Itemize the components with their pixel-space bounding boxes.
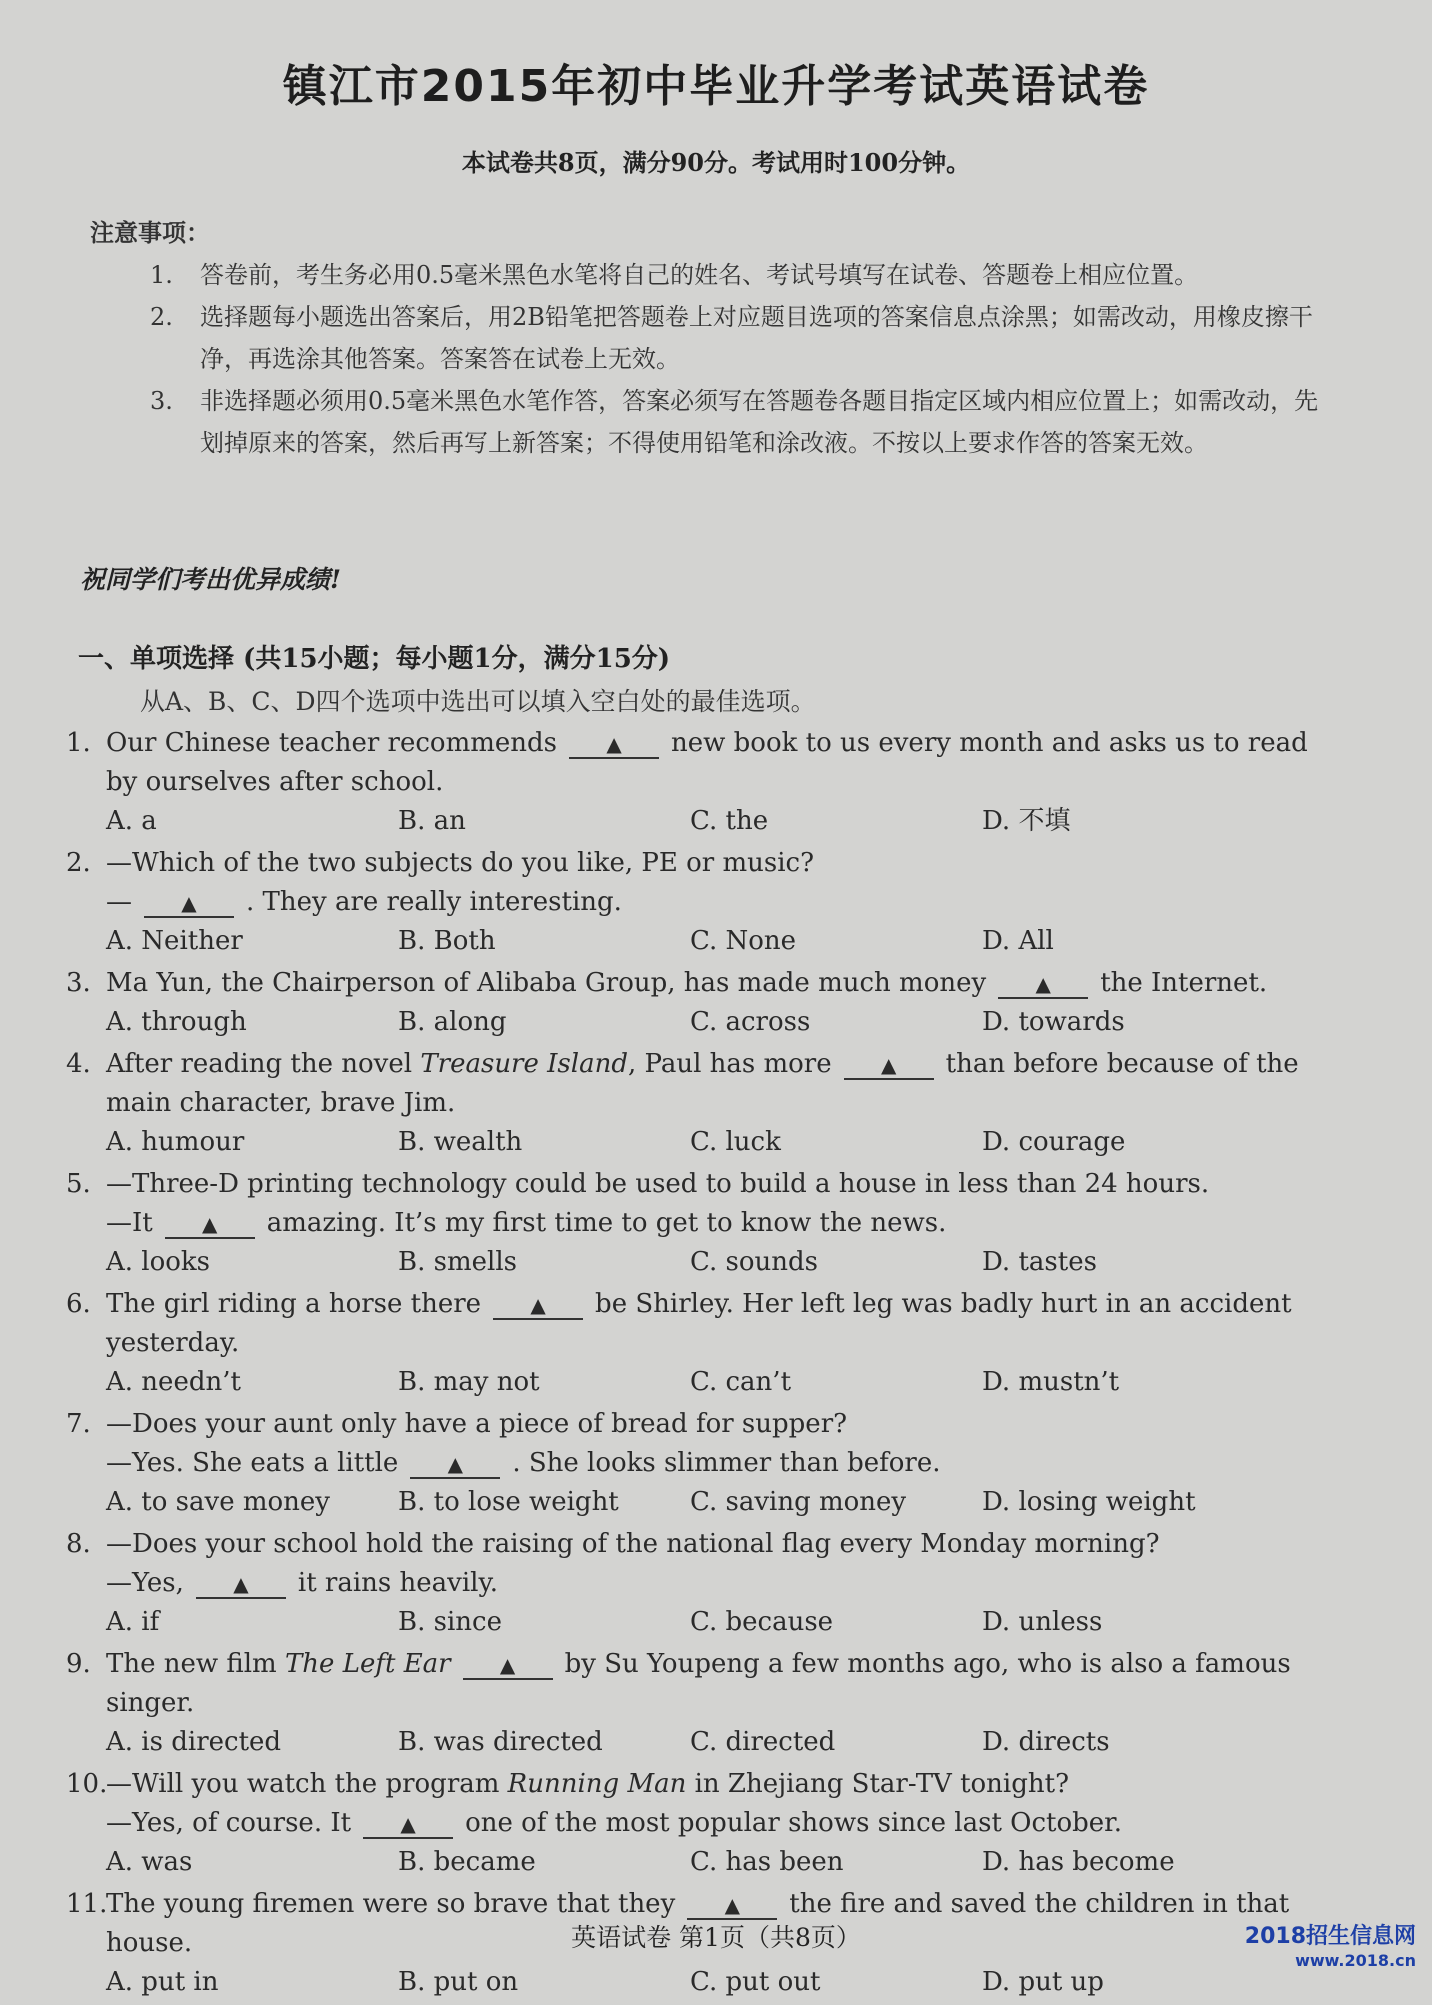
question-text: —It bbox=[106, 1208, 153, 1238]
question-line bbox=[66, 1645, 1326, 1723]
note-text: 选择题每小题选出答案后，用2B铅笔把答题卷上对应题目选项的答案信息点涂黑；如需改动，用橡皮擦干净，再选涂其他答案。答案答在试卷上无效。 bbox=[200, 303, 1313, 373]
question-line bbox=[66, 1405, 1326, 1444]
answer-option[interactable]: B. wealth bbox=[398, 1127, 523, 1157]
section-instruction: 从A、B、C、D四个选项中选出可以填入空白处的最佳选项。 bbox=[140, 687, 816, 716]
question-item bbox=[66, 844, 1326, 960]
question-item bbox=[66, 964, 1326, 1041]
italic-title: Treasure Island bbox=[420, 1049, 628, 1079]
question-text: the fire and saved the children in that house. bbox=[106, 1889, 1290, 1958]
answer-option[interactable]: B. was directed bbox=[398, 1727, 603, 1757]
answer-option[interactable]: A. needn’t bbox=[106, 1367, 241, 1397]
notes-heading: 注意事项： bbox=[90, 218, 210, 247]
answer-option[interactable]: C. across bbox=[690, 1007, 811, 1037]
answer-option[interactable]: A. if bbox=[106, 1607, 160, 1637]
question-number: 9. bbox=[66, 1649, 91, 1679]
question-line bbox=[66, 1804, 1326, 1843]
italic-title: Running Man bbox=[507, 1769, 687, 1799]
answer-option[interactable]: A. through bbox=[106, 1007, 247, 1037]
question-item bbox=[66, 1525, 1326, 1641]
question-number: 2. bbox=[66, 848, 91, 878]
answer-option[interactable]: A. a bbox=[106, 806, 157, 836]
answer-option[interactable]: B. Both bbox=[398, 926, 496, 956]
answer-blank[interactable]: ▲ bbox=[844, 1052, 934, 1080]
answer-option[interactable]: D. directs bbox=[982, 1727, 1110, 1757]
note-item bbox=[90, 296, 1320, 380]
answer-option[interactable]: D. towards bbox=[982, 1007, 1125, 1037]
question-text: —Will you watch the program bbox=[106, 1769, 508, 1799]
question-line bbox=[66, 844, 1326, 883]
question-text: After reading the novel bbox=[106, 1049, 421, 1079]
question-line bbox=[66, 1444, 1326, 1483]
answer-blank[interactable]: ▲ bbox=[196, 1571, 286, 1599]
answer-blank[interactable]: ▲ bbox=[493, 1292, 583, 1320]
answer-blank[interactable]: ▲ bbox=[687, 1892, 777, 1920]
answer-option[interactable]: A. put in bbox=[106, 1967, 219, 1997]
page-subtitle: 本试卷共8页，满分90分。考试用时100分钟。 bbox=[461, 148, 971, 177]
answer-option[interactable]: D. All bbox=[982, 926, 1054, 956]
question-text: by Su Youpeng a few months ago, who is also a famous singer. bbox=[106, 1649, 1291, 1718]
question-item bbox=[66, 1285, 1326, 1401]
answer-option[interactable]: D. put up bbox=[982, 1967, 1104, 1997]
question-text: new book to us every month and asks us to read by ourselves after school. bbox=[106, 728, 1308, 797]
answer-option[interactable]: B. since bbox=[398, 1607, 502, 1637]
watermark-title: 2018招生信息网 bbox=[1244, 1924, 1416, 1949]
question-text: —Does your aunt only have a piece of bread for supper? bbox=[106, 1409, 848, 1439]
watermark-url: www.2018.cn bbox=[1295, 1951, 1416, 1970]
question-text: The girl riding a horse there bbox=[106, 1289, 482, 1319]
answer-blank[interactable]: ▲ bbox=[165, 1211, 255, 1239]
question-item bbox=[66, 1645, 1326, 1761]
question-text: —Does your school hold the raising of the national flag every Monday morning? bbox=[106, 1529, 1160, 1559]
question-number: 3. bbox=[66, 968, 91, 998]
question-text: —Which of the two subjects do you like, PE or music? bbox=[106, 848, 815, 878]
answer-options bbox=[66, 922, 1326, 960]
answer-options bbox=[66, 1243, 1326, 1281]
answer-blank[interactable]: ▲ bbox=[410, 1451, 500, 1479]
answer-option[interactable]: C. sounds bbox=[690, 1247, 818, 1277]
question-text: Our Chinese teacher recommends bbox=[106, 728, 558, 758]
answer-option[interactable]: A. was bbox=[106, 1847, 193, 1877]
question-line bbox=[66, 1285, 1326, 1363]
answer-blank[interactable]: ▲ bbox=[363, 1811, 453, 1839]
question-text: Ma Yun, the Chairperson of Alibaba Group, has made much money bbox=[106, 968, 987, 998]
answer-options bbox=[66, 1603, 1326, 1641]
question-text: . She looks slimmer than before. bbox=[512, 1448, 941, 1478]
answer-options bbox=[66, 1003, 1326, 1041]
question-text: —Yes, of course. It bbox=[106, 1808, 352, 1838]
question-number: 5. bbox=[66, 1169, 91, 1199]
question-text: amazing. It’s my first time to get to know the news. bbox=[266, 1208, 947, 1238]
question-text: , Paul has more bbox=[627, 1049, 832, 1079]
question-number: 1. bbox=[66, 728, 91, 758]
question-number: 11. bbox=[66, 1889, 108, 1919]
answer-option[interactable]: C. has been bbox=[690, 1847, 844, 1877]
answer-options bbox=[66, 1843, 1326, 1881]
answer-option[interactable]: C. directed bbox=[690, 1727, 836, 1757]
question-text: . They are really interesting. bbox=[246, 887, 622, 917]
good-luck-wish: 祝同学们考出优异成绩! bbox=[80, 565, 341, 594]
answer-option[interactable]: B. put on bbox=[398, 1967, 519, 1997]
answer-blank[interactable]: ▲ bbox=[569, 731, 659, 759]
answer-option[interactable]: B. to lose weight bbox=[398, 1487, 619, 1517]
answer-options bbox=[66, 1363, 1326, 1401]
italic-title: The Left Ear bbox=[284, 1649, 451, 1679]
answer-option[interactable]: D. 不填 bbox=[982, 806, 1071, 836]
question-text: one of the most popular shows since last October. bbox=[465, 1808, 1123, 1838]
question-text: in Zhejiang Star-TV tonight? bbox=[686, 1769, 1070, 1799]
page-title: 镇江市2015年初中毕业升学考试英语试卷 bbox=[282, 61, 1150, 112]
answer-option[interactable]: D. losing weight bbox=[982, 1487, 1196, 1517]
page-footer: 英语试卷 第1页（共8页） bbox=[571, 1923, 861, 1952]
question-line bbox=[66, 883, 1326, 922]
question-text: —Yes. She eats a little bbox=[106, 1448, 399, 1478]
answer-option[interactable]: C. saving money bbox=[690, 1487, 907, 1517]
answer-option[interactable]: D. unless bbox=[982, 1607, 1103, 1637]
question-text: —Three-D printing technology could be used to build a house in less than 24 hours. bbox=[106, 1169, 1210, 1199]
question-text: — bbox=[106, 887, 132, 917]
answer-options bbox=[66, 802, 1326, 840]
answer-option[interactable]: B. smells bbox=[398, 1247, 517, 1277]
note-text: 答卷前，考生务必用0.5毫米黑色水笔将自己的姓名、考试号填写在试卷、答题卷上相应位置。 bbox=[200, 261, 1199, 289]
question-text: the Internet. bbox=[1100, 968, 1268, 998]
answer-option[interactable]: C. because bbox=[690, 1607, 834, 1637]
question-number: 8. bbox=[66, 1529, 91, 1559]
question-item bbox=[66, 724, 1326, 840]
question-text: than before because of the main character, brave Jim. bbox=[106, 1049, 1299, 1118]
answer-option[interactable]: A. to save money bbox=[106, 1487, 330, 1517]
question-line bbox=[66, 1204, 1326, 1243]
section-heading: 一、单项选择 (共15小题；每小题1分，满分15分) bbox=[78, 644, 671, 674]
answer-options bbox=[66, 1963, 1326, 2001]
answer-option[interactable]: D. tastes bbox=[982, 1247, 1097, 1277]
question-item bbox=[66, 1045, 1326, 1161]
question-number: 7. bbox=[66, 1409, 91, 1439]
answer-options bbox=[66, 1723, 1326, 1761]
answer-blank[interactable]: ▲ bbox=[463, 1652, 553, 1680]
question-text: —Yes, bbox=[106, 1568, 184, 1598]
answer-option[interactable]: A. looks bbox=[106, 1247, 211, 1277]
answer-options bbox=[66, 1483, 1326, 1521]
note-item bbox=[90, 380, 1320, 464]
answer-option[interactable]: C. the bbox=[690, 806, 769, 836]
answer-blank[interactable]: ▲ bbox=[998, 971, 1088, 999]
question-text: The young firemen were so brave that they bbox=[106, 1889, 676, 1919]
question-line bbox=[66, 1165, 1326, 1204]
notes-section bbox=[90, 212, 1320, 464]
note-number: 3. bbox=[150, 387, 173, 415]
answer-option[interactable]: C. luck bbox=[690, 1127, 781, 1157]
question-text: be Shirley. Her left leg was badly hurt in an accident yesterday. bbox=[106, 1289, 1292, 1358]
answer-option[interactable]: B. along bbox=[398, 1007, 507, 1037]
question-text: it rains heavily. bbox=[297, 1568, 498, 1598]
note-number: 2. bbox=[150, 303, 173, 331]
watermark-logo bbox=[1245, 1924, 1416, 1972]
question-list bbox=[66, 724, 1326, 2005]
answer-option[interactable]: B. an bbox=[398, 806, 466, 836]
answer-options bbox=[66, 1123, 1326, 1161]
question-number: 4. bbox=[66, 1049, 91, 1079]
question-item bbox=[66, 1405, 1326, 1521]
question-line bbox=[66, 1045, 1326, 1123]
answer-option[interactable]: B. became bbox=[398, 1847, 536, 1877]
question-line bbox=[66, 1525, 1326, 1564]
note-text: 非选择题必须用0.5毫米黑色水笔作答，答案必须写在答题卷各题目指定区域内相应位置上；如需改动，先划掉原来的答案，然后再写上新答案；不得使用铅笔和涂改液。不按以上要求作答的答案无效。 bbox=[200, 387, 1319, 457]
answer-option[interactable]: C. can’t bbox=[690, 1367, 792, 1397]
question-item bbox=[66, 1165, 1326, 1281]
answer-option[interactable]: C. None bbox=[690, 926, 797, 956]
question-line bbox=[66, 1765, 1326, 1804]
question-line bbox=[66, 724, 1326, 802]
answer-option[interactable]: D. has become bbox=[982, 1847, 1175, 1877]
question-line bbox=[66, 964, 1326, 1003]
question-line bbox=[66, 1564, 1326, 1603]
answer-option[interactable]: A. is directed bbox=[106, 1727, 282, 1757]
answer-blank[interactable]: ▲ bbox=[144, 890, 234, 918]
question-item bbox=[66, 1765, 1326, 1881]
question-number: 6. bbox=[66, 1289, 91, 1319]
answer-option[interactable]: D. mustn’t bbox=[982, 1367, 1120, 1397]
question-number: 10. bbox=[66, 1769, 108, 1799]
note-number: 1. bbox=[150, 261, 173, 289]
answer-option[interactable]: D. courage bbox=[982, 1127, 1126, 1157]
answer-option[interactable]: A. Neither bbox=[106, 926, 243, 956]
question-text: The new film bbox=[106, 1649, 285, 1679]
note-item bbox=[90, 254, 1320, 296]
answer-option[interactable]: C. put out bbox=[690, 1967, 821, 1997]
answer-option[interactable]: B. may not bbox=[398, 1367, 540, 1397]
answer-option[interactable]: A. humour bbox=[106, 1127, 245, 1157]
